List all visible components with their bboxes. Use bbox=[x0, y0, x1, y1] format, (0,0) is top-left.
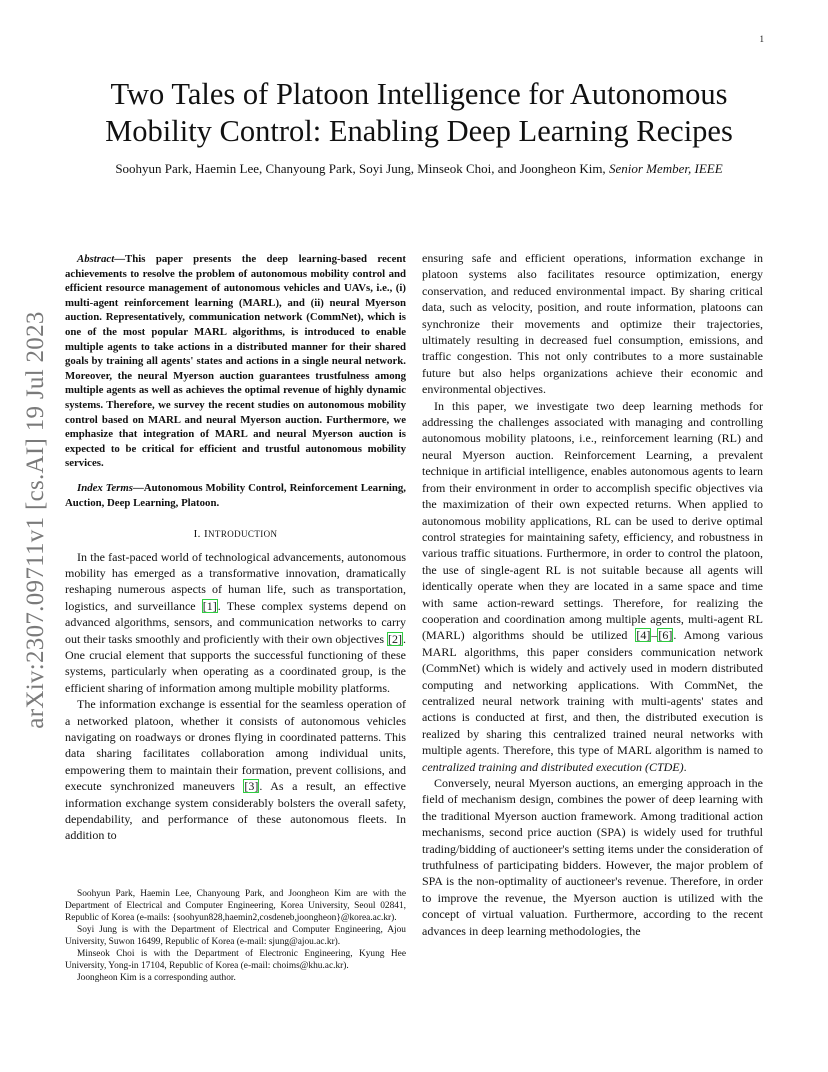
index-terms-label: Index Terms bbox=[77, 481, 133, 494]
section-heading-introduction bbox=[65, 526, 406, 542]
footnote-affiliation-2: Soyi Jung is with the Department of Electrical and Computer Engineering, Ajou University, Suwon 16499, Republic of Korea (e-mail: sjung@ajou.ac.kr). bbox=[65, 925, 406, 947]
text-run: . Among various MARL algorithms, this paper considers communication network (CommNet) which is widely and actively used in modern distributed computing and networking applications. With CommNet, the centralized neural network training with multi-agents' states and actions is conducted at first, and then, the distributed execution is realized by sharing this centralized trained neural networks with multiple agents. Therefore, this type of MARL algorithm is named to bbox=[422, 628, 763, 758]
abstract bbox=[65, 252, 406, 471]
author-names: Soohyun Park, Haemin Lee, Chanyoung Park, Soyi Jung, Minseok Choi, and Joongheon Kim, bbox=[115, 161, 606, 176]
footnotes bbox=[65, 888, 406, 984]
author-list bbox=[60, 160, 778, 179]
citation-link[interactable]: [4] bbox=[636, 628, 651, 643]
right-paragraph-3: Conversely, neural Myerson auctions, an emerging approach in the field of mechanism design, combines the power of deep learning with the traditional Myerson auction framework. Among traditional action mechanisms, second price auction (SPA) is widely used for truthful trading/bidding of auctioneer's setting items under the consideration of truthfulness of participating bidders. However, the major problem of SPA is the non-optimality of auctioneer's revenue. Therefore, in order to improve the revenue, the Myerson auction is utilized with the concept of virtual valuation. Furthermore, according to the recent advances in deep learning methodologies, the bbox=[422, 776, 763, 938]
arxiv-stamp: arXiv:2307.09711v1 [cs.AI] 19 Jul 2023 bbox=[22, 311, 49, 729]
footnote-corresponding: Joongheon Kim is a corresponding author. bbox=[77, 973, 236, 983]
index-terms-text: —Autonomous Mobility Control, Reinforcement Learning, Auction, Deep Learning, Platoon. bbox=[65, 481, 406, 509]
page-number: 1 bbox=[759, 34, 764, 44]
text-run: – bbox=[651, 628, 658, 643]
abstract-label: Abstract bbox=[77, 253, 115, 265]
text-run: . One crucial element that supports the successful functioning of these systems, particularly when operating as a coordinated group, is the efficient sharing of information among multiple mobility platforms. bbox=[65, 631, 406, 695]
right-paragraph-1: ensuring safe and efficient operations, information exchange in platoon systems also facilitates resource optimization, energy conservation, and reduced environmental impact. By sharing critical data, such as velocity, position, and route information, platoons can synchronize their movements and optimize their trajectories, ultimately resulting in decreased fuel consumption, emissions, and traffic congestion. This not only contributes to a more sustainable future but also helps organizations achieve their economic and environmental objectives. bbox=[422, 251, 763, 397]
abstract-text: —This paper presents the deep learning-based recent achievements to resolve the problem of autonomous mobility control and efficient resource management of autonomous vehicles and UAVs, i.e., (i) multi-agent reinforcement learning (MARL), and (ii) neural Myerson auction. Representatively, communication network (CommNet), which is one of the most popular MARL algorithms, is introduced to enable multiple agents to take actions in a distributed manner for their shared goals by training all agents' states and actions in a single neural network. Moreover, the neural Myerson auction guarantees trustfulness among multiple agents as well as achieves the optimal revenue of highly dynamic systems. Therefore, we survey the recent studies on autonomous mobility control based on MARL and neural Myerson auction. Furthermore, we emphasize that integration of MARL and neural Myerson auction is expected to be critical for efficient and trustful autonomous mobility services. bbox=[65, 253, 406, 470]
footnote-affiliation-1: Soohyun Park, Haemin Lee, Chanyoung Park, and Joongheon Kim are with the Department of Electrical and Computer Engineering, Korea University, Seoul 02841, Republic of Korea (e-mails: {soohyun828,haemin2,cosdeneb,joongheon}@korea.ac.kr). bbox=[65, 889, 406, 923]
right-paragraph-2 bbox=[422, 398, 763, 775]
text-run: . bbox=[683, 759, 687, 774]
footnote-affiliation-3: Minseok Choi is with the Department of Electronic Engineering, Kyung Hee University, Yong-in 17104, Republic of Korea (e-mail: choims@khu.ac.kr). bbox=[65, 949, 406, 971]
text-run: In the fast-paced world of technological advancements, autonomous mobility has emerged as a transformative innovation, dramatically reshaping numerous aspects of human life, such as transportation, logistics, and surveillance bbox=[65, 549, 406, 613]
right-column bbox=[422, 250, 763, 939]
text-run: The information exchange is essential for the seamless operation of a networked platoon, whether it consists of autonomous vehicles navigating on roadways or drones flying in coordinated patterns. This data sharing facilitates collaboration among individual units, empowering them to maintain their formation, prevent collisions, and execute synchronized maneuvers bbox=[65, 697, 406, 794]
paper-title: Two Tales of Platoon Intelligence for Autonomous Mobility Control: Enabling Deep Learning Recipes bbox=[105, 77, 733, 149]
section-numeral: I. bbox=[193, 528, 201, 541]
citation-link[interactable]: [2] bbox=[388, 631, 402, 646]
text-run: . These complex systems depend on advanced algorithms, sensors, and communication networks to carry out their tasks smoothly and proficiently with their own objectives bbox=[65, 598, 406, 646]
text-run: . As a result, an effective information exchange system considerably bolsters the overall safety, dependability, and performance of these autonomous fleets. In addition to bbox=[65, 779, 406, 843]
ctde-term: centralized training and distributed execution (CTDE) bbox=[422, 759, 684, 774]
citation-link[interactable]: [6] bbox=[658, 628, 673, 643]
intro-paragraph-2 bbox=[65, 696, 406, 844]
section-initial: I bbox=[203, 528, 209, 541]
text-run: In this paper, we investigate two deep learning methods for addressing the challenges associated with managing and controlling autonomous mobility platoons, i.e., reinforcement learning (RL) and neural Myerson auction. Reinforcement Learning, a prevalent technique in artificial intelligence, enables autonomous agents to learn from their environment in order to accomplish specific objectives via the maximization of their own expected returns. When applied to autonomous mobility applications, RL can be used to derive optimal control strategies for maintaining safety, efficiency, and robustness in various traffic situations. Furthermore, in order to control the platoon, the use of single-agent RL is not suitable because all agents will identically operate when they are located in a same space and time with same action-reward settings. Therefore, for realizing the cooperation and coordination among multiple agents, multi-agent RL (MARL) algorithms should be utilized bbox=[422, 398, 763, 643]
index-terms bbox=[65, 481, 406, 510]
section-rest: NTRODUCTION bbox=[208, 529, 278, 540]
citation-link[interactable]: [1] bbox=[202, 598, 217, 613]
author-membership: Senior Member, IEEE bbox=[608, 161, 723, 176]
intro-paragraph-1 bbox=[65, 549, 406, 697]
citation-link[interactable]: [3] bbox=[244, 779, 259, 794]
left-column bbox=[65, 252, 406, 844]
